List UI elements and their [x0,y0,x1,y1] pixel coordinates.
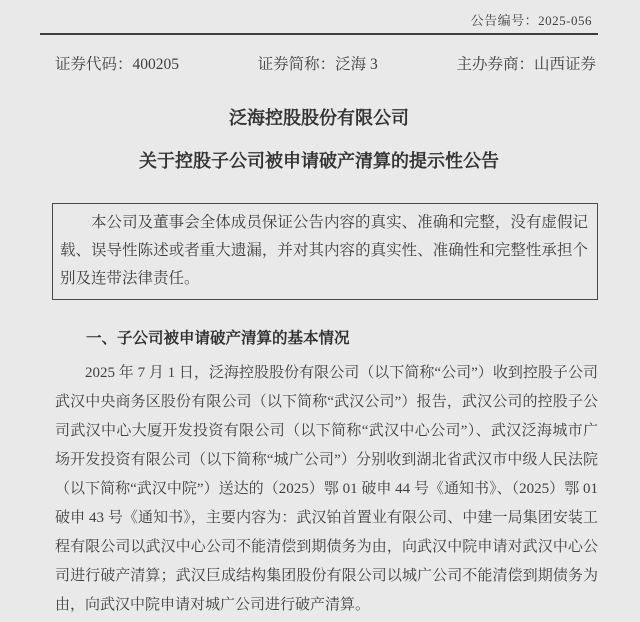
securities-header-row [55,55,596,74]
stock-abbr: 证券简称：泛海 3 [257,56,378,73]
header-rule [40,33,598,35]
announcement-title: 关于控股子公司被申请破产清算的提示性公告 [139,151,499,171]
lead-broker: 主办券商：山西证券 [456,56,596,73]
declaration-text: 本公司及董事会全体成员保证公告内容的真实、准确和完整，没有虚假记载、误导性陈述或者重大遗漏，并对其内容的真实性、准确性和完整性承担个别及连带法律责任。 [60,214,588,287]
stock-code: 证券代码：400205 [55,56,180,73]
declaration-box [52,203,598,300]
section1-heading: 一、子公司被申请破产清算的基本情况 [86,330,350,347]
section1-paragraph: 2025 年 7 月 1 日，泛海控股股份有限公司（以下简称“公司”）收到控股子公司武汉中央商务区股份有限公司（以下简称“武汉公司”）报告，武汉公司的控股子公司武汉中心大厦开发投资有限公司（以下简称“武汉中心公司”）、武汉泛海城市广场开发投资有限公司（以下简称“城广公司”）分别收到湖北省武汉市中级人民法院（以下简称“武汉中院”）送达的（2025）鄂 01 破申 44 号《通知书》、（2025）鄂 01 破申 43 号《通知书》，主要内容为：武汉铂首置业有限公司、中建一局集团安装工程有限公司以武汉中心公司不能清偿到期债务为由，向武汉中院申请对武汉中心公司进行破产清算；武汉巨成结构集团股份有限公司以城广公司不能清偿到期债务为由，向武汉中院申请对城广公司进行破产清算。 [55,365,598,613]
announcement-number: 公告编号：2025-056 [470,13,592,28]
company-name-title: 泛海控股股份有限公司 [229,108,409,128]
